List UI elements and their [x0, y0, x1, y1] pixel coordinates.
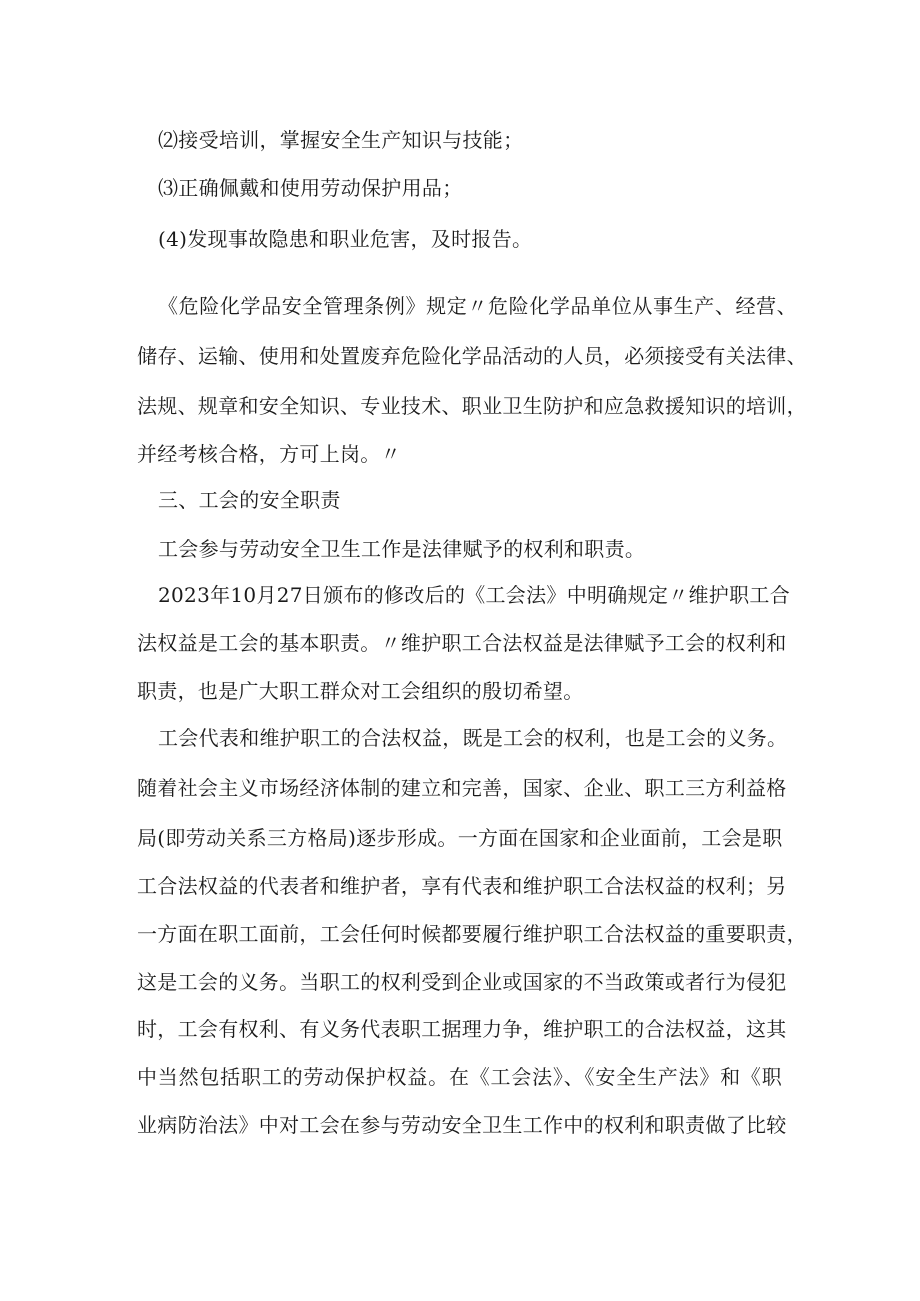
duty-line-9: 业病防治法》中对工会在参与劳动安全卫生工作中的权利和职责做了比较: [137, 1113, 787, 1137]
list-item-4: (4)发现事故隐患和职业危害，及时报告。: [158, 227, 533, 251]
regulation-line-2: 储存、运输、使用和处置废弃危险化学品活动的人员，必须接受有关法律、: [137, 344, 807, 368]
intro-sentence: 工会参与劳动安全卫生工作是法律赋予的权利和职责。: [158, 537, 646, 561]
law-line-3: 职责，也是广大职工群众对工会组织的殷切希望。: [137, 679, 584, 703]
duty-line-1: 工会代表和维护职工的合法权益，既是工会的权利，也是工会的义务。: [158, 726, 788, 750]
duty-line-2: 随着社会主义市场经济体制的建立和完善，国家、企业、职工三方利益格: [137, 776, 787, 800]
list-item-3: ⑶正确佩戴和使用劳动保护用品；: [158, 176, 463, 200]
duty-line-4: 工合法权益的代表者和维护者，享有代表和维护职工合法权益的权利；另: [137, 874, 787, 898]
list-item-2: ⑵接受培训，掌握安全生产知识与技能；: [158, 128, 524, 152]
law-line-2: 法权益是工会的基本职责。〃维护职工合法权益是法律赋予工会的权利和: [137, 631, 787, 655]
regulation-line-3: 法规、规章和安全知识、专业技术、职业卫生防护和应急救援知识的培训，: [137, 394, 807, 418]
section-heading: 三、工会的安全职责: [158, 488, 341, 512]
law-line-1: 2023年10月27日颁布的修改后的《工会法》中明确规定〃维护职工合: [158, 583, 790, 607]
regulation-line-1: 《危险化学品安全管理条例》规定〃危险化学品单位从事生产、经营、: [158, 294, 797, 318]
duty-line-3: 局(即劳动关系三方格局)逐步形成。一方面在国家和企业面前，工会是职: [137, 826, 783, 850]
regulation-line-4: 并经考核合格，方可上岗。〃: [137, 442, 401, 466]
duty-line-8: 中当然包括职工的劳动保护权益。在《工会法》、《安全生产法》和《职: [137, 1065, 782, 1089]
duty-line-6: 这是工会的义务。当职工的权利受到企业或国家的不当政策或者行为侵犯: [137, 970, 787, 994]
duty-line-7: 时，工会有权利、有义务代表职工据理力争，维护职工的合法权益，这其: [137, 1017, 787, 1041]
duty-line-5: 一方面在职工面前，工会任何时候都要履行维护职工合法权益的重要职责，: [137, 922, 807, 946]
